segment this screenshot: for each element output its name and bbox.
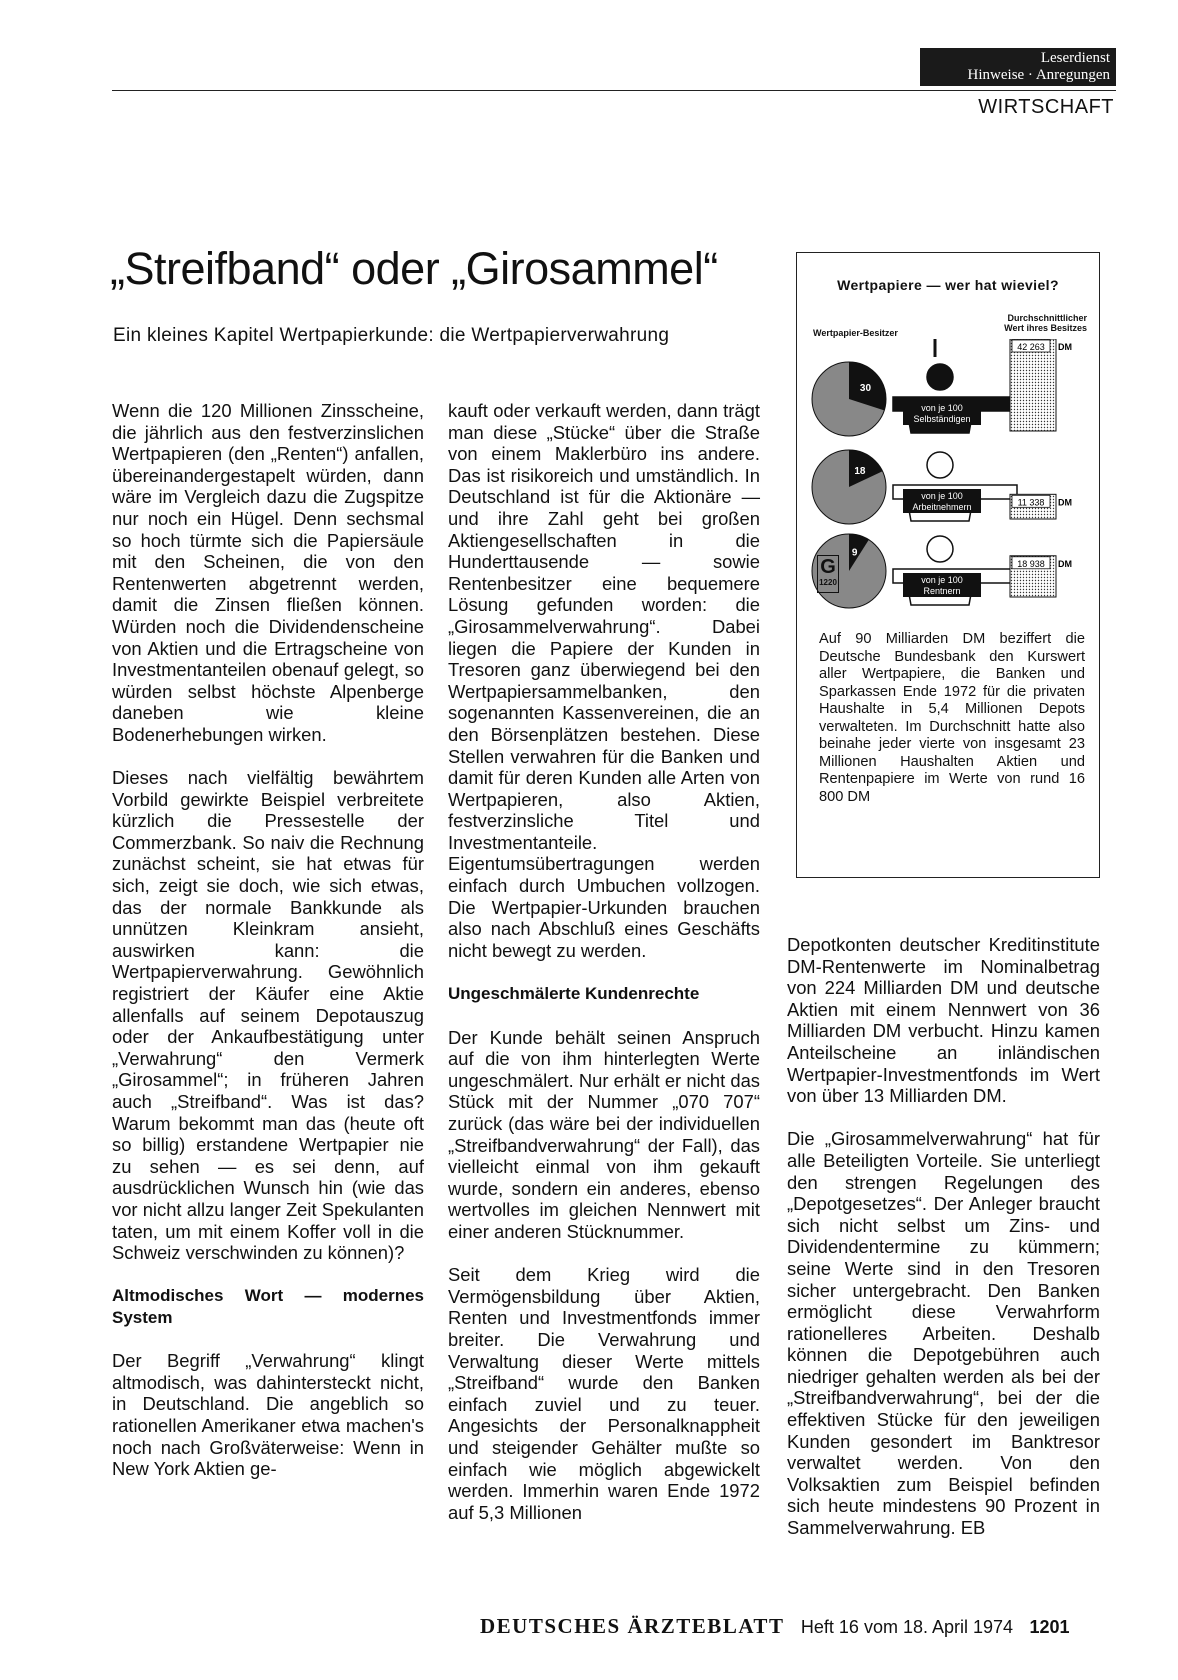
column-2 [448,400,760,1545]
category-label-1-b: Selbständigen [913,414,971,424]
paragraph: Seit dem Krieg wird die Vermögensbildung über Aktien, Renten und Investmentfonds immer breiter. Die Verwahrung und Verwaltung dieser Werte mittels „Streifband“ wurde den Banken einfach zuviel und zu teuer. Angesichts der Personalknappheit und steigender Gehälter mußte so einfach wie möglich abgewickelt werden. Immerhin waren Ende 1972 auf 5,3 Millionen [448,1264,760,1523]
owner-label: Wertpapier-Besitzer [813,328,898,338]
paragraph: Depotkonten deutscher Kreditinstitute DM-Rentenwerte im Nominalbetrag von 224 Milliarden DM und deutsche Aktien mit einem Nennwert von 36 Milliarden DM verbucht. Hinzu kamen Anteilscheine an inländischen Wertpapier-Investmentfonds im Wert von über 13 Milliarden DM. [787,934,1100,1107]
value-label: Durchschnittlicher Wert ihres Besitzes [1004,313,1087,333]
masthead: DEUTSCHES ÄRZTEBLATT [480,1614,785,1638]
pie-value-label: 9 [851,547,858,559]
figure-head [927,452,953,478]
paragraph: Der Kunde behält seinen Anspruch auf die von ihm hinterlegten Werte ungeschmälert. Nur erhält er nicht das Stück mit der Nummer „070 707“ zurück (das wäre bei der individuellen „Streifbandverwahrung“ der Fall), das vielleicht einmal von ihm gekauft wurde, sondern ein anderes, ebenso wertvolles im gleichen Nennwert mit einer anderen Stücknummer. [448,1026,760,1242]
value-label-3: 18 938 [1017,558,1045,569]
value-label-1: 42 263 [1017,342,1045,352]
section-label: WIRTSCHAFT [978,96,1114,118]
issue-date: Heft 16 vom 18. April 1974 [800,1617,1014,1637]
infobox-title: Wertpapiere — wer hat wieviel? [837,277,1059,293]
subheading: Ungeschmälerte Kundenrechte [448,984,700,1004]
reader-service-badge [920,48,1116,86]
article-subtitle: Ein kleines Kapitel Wertpapierkunde: die Wertpapierverwahrung [113,325,670,346]
reader-service-line2: Hinweise · Anregungen [967,67,1110,83]
category-label-3-b: Rentnern [923,586,961,596]
reader-service-line1: Leserdienst [1040,50,1110,66]
pie-value-label: 30 [859,383,872,395]
page-number: 1201 [1029,1617,1070,1637]
column-3 [787,934,1100,1560]
paragraph: Die „Girosammelverwahrung“ hat für alle Beteiligten Vorteile. Sie unterliegt den strengen Regelungen des „Depotgesetzes“. Der Anleger braucht sich nicht selbst um Zins- und Dividendentermine zu kümmern; seine Werte sind in den Tresoren sicher untergebracht. Den Banken ermöglicht diese Verwahrform rationelleres Arbeiten. Deshalb können die Depotgebühren auch niedriger gehalten werden als bei der „Streifbandverwahrung“, bei der die effektiven Stücke für den jeweiligen Kunden gesondert im Banktresor verwaltet werden. Von den Volksaktien zum Beispiel befinden sich heute mindestens 90 Prozent in Sammelverwahrung. EB [787,1128,1100,1539]
figure-head [927,364,953,390]
header-rule [112,90,1116,91]
article-title: „Streifband“ oder „Girosammel“ [110,243,718,294]
value-unit-2: DM [1058,497,1072,508]
paragraph: Dieses nach vielfältig bewährtem Vorbild gewirkte Beispiel verbreitete kürzlich die Pressestelle der Commerzbank. So naiv die Rechnung zunächst scheint, sie hat etwas für sich, zeigt sie doch, wie sich etwas, das der normale Bankkunde als unnützen Kleinkram ansieht, auswirken kann: die Wertpapierverwahrung. Gewöhnlich registriert der Käufer eine Aktie allenfalls auf seinem Depotauszug oder der Ankaufbestätigung unter „Verwahrung“ den Vermerk „Girosammel“; in früheren Jahren auch „Streifband“. Was ist das? Warum bekommt man das (heute oft so billig) erstandene Wertpapier nie zu sehen — es sei denn, auf ausdrücklichen Wunsch hin (wie das vor nicht allzu langer Zeit Spekulanten taten, um mit einem Koffer voll in die Schweiz verschwinden zu können)? [112,767,424,1264]
paragraph: Der Begriff „Verwahrung“ klingt altmodisch, was dahintersteckt nicht, in Deutschland. Die angeblich so rationellen Amerikaner etwa machen's noch nach Großväterweise: Wenn in New York Aktien ge- [112,1350,424,1480]
page-footer [480,1614,1070,1639]
pie-value-label: 18 [854,465,866,477]
infobox-caption: Auf 90 Milliarden DM beziffert die Deutsche Bundesbank den Kurswert aller Wertpapiere, die Banken und Sparkassen Ende 1972 für die privaten Haushalte in 5,4 Millionen Depots verwalteten. Im Durchschnitt hatte also beinahe jeder vierte von insgesamt 23 Millionen Haushalten Aktien und Rentenpapiere im Werte von rund 16 800 DM [819,631,1085,805]
figure-head [927,536,953,562]
category-label-2-b: Arbeitnehmern [912,502,972,512]
infobox [796,252,1100,878]
category-label-3: von je 100 [921,575,963,585]
paragraph: Wenn die 120 Millionen Zinsscheine, die jährlich aus den festverzinslichen Wertpapieren (den „Renten“) anfallen, übereinandergestapelt würden, dann wäre im Vergleich dazu die Zugspitze nur noch ein Hügel. Denn sechsmal so hoch türmte sich die Papiersäule mit den Scheinen, die von den Rentenwerten abgetrennt werden, damit die Zinsen fließen können. Würden noch die Dividendenscheine von Aktien und die Ertragscheine von Investmentanteilen obenauf gelegt, so würden selbst höchste Alpenberge daneben wie kleine Bodenerhebungen wirken. [112,400,424,745]
value-label-2: 11 338 [1017,497,1045,508]
column-1 [112,400,424,1501]
figures-layer [893,364,1017,605]
subheading: Altmodisches Wort — modernes System [112,1286,424,1327]
value-bar-1 [1010,339,1056,431]
value-unit-3: DM [1058,558,1072,569]
paragraph: kauft oder verkauft werden, dann trägt man diese „Stücke“ über die Straße von einem Maklerbüro ins andere. Das ist risikoreich und umständlich. In Deutschland ist für die Aktionäre — und ihre Zahl geht bei großen Aktiengesellschaften in die Hunderttausende — sowie Rentenbesitzer eine bequemere Lösung gefunden worden: die „Girosammelverwahrung“. Dabei liegen die Papiere der Kunden in Tresoren ganz überwiegend bei den Wertpapiersammelbanken, den sogenannten Kassenvereinen, die an den Börsenplätzen bestehen. Diese Stellen verwahren für die Banken und damit für deren Kunden alle Arten von Wertpapieren, also Aktien, festverzinsliche Titel und Investmentanteile. Eigentumsübertragungen werden einfach durch Umbuchen vollzogen. Die Wertpapier-Urkunden brauchen also nach Abschluß eines Geschäfts nicht bewegt zu werden. [448,400,760,961]
category-label-1: von je 100 [921,403,963,413]
category-label-2: von je 100 [921,491,963,501]
value-unit-1: DM [1058,342,1072,352]
g-logo: G 1220 [817,555,839,593]
infographic [797,339,1099,629]
